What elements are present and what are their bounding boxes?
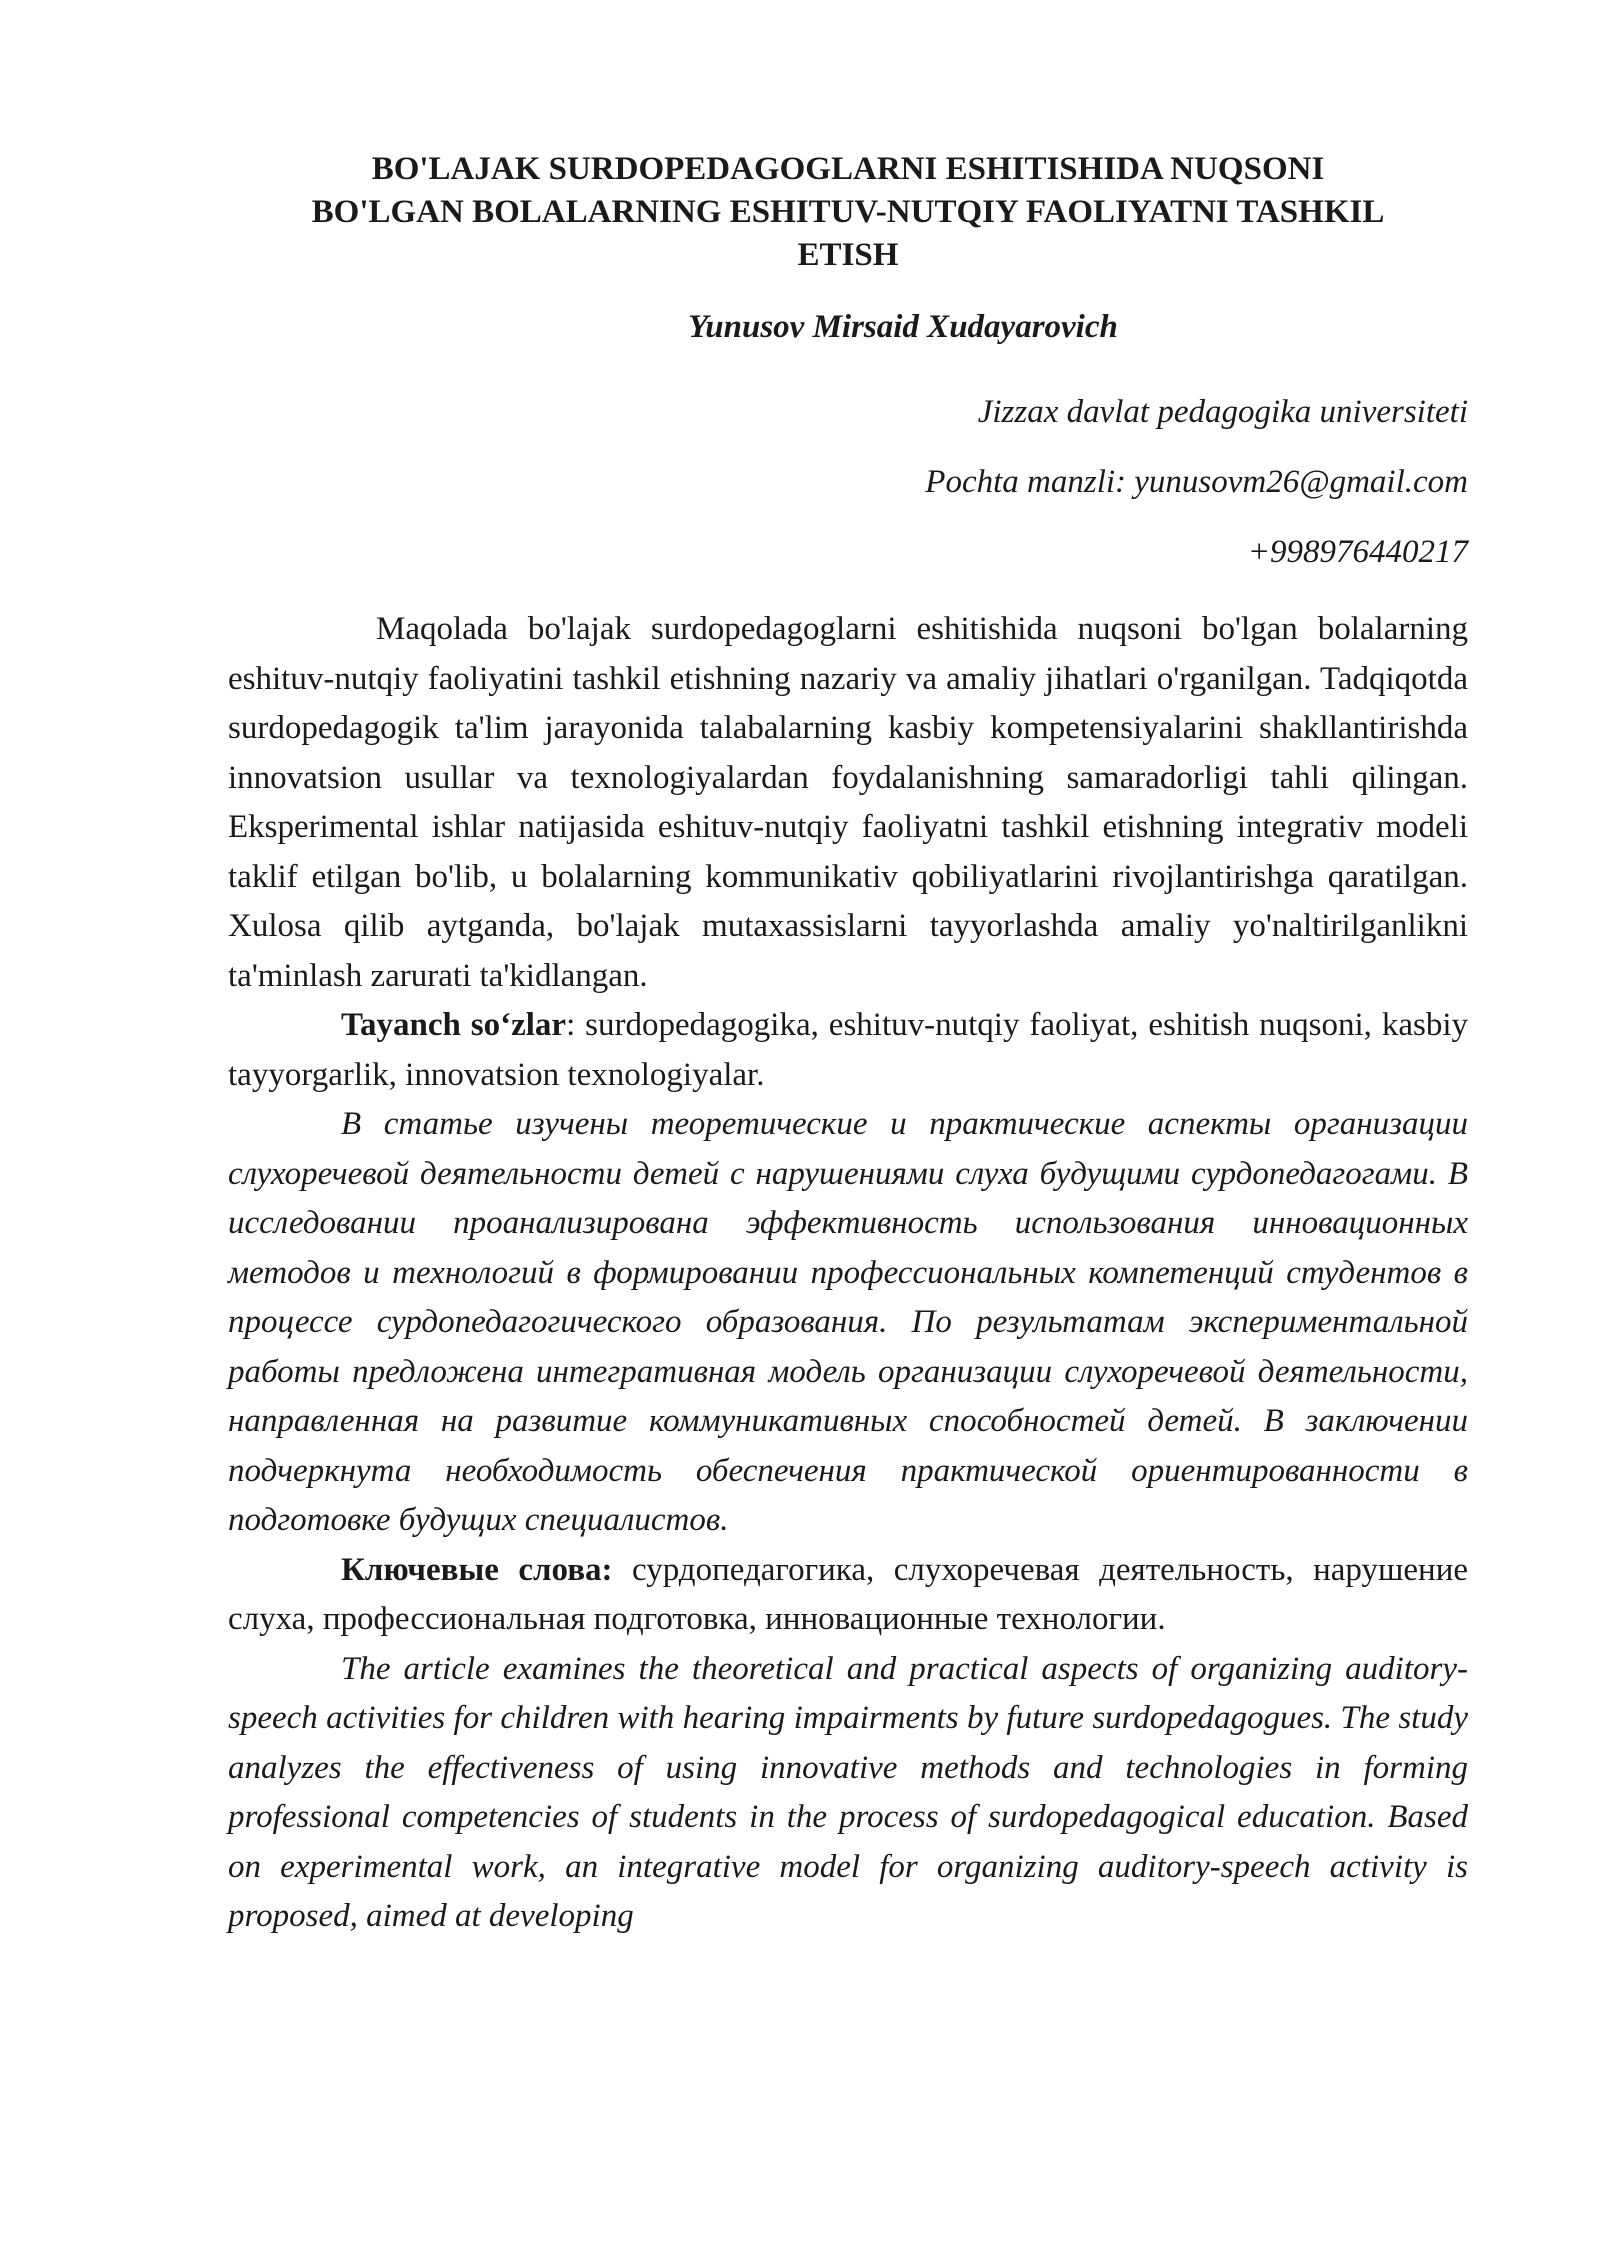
article-page — [228, 148, 1468, 1942]
abstract-english: The article examines the theoretical and practical aspects of organizing auditory-speech activities for children with hearing impairments by future surdopedagogues. The study analyzes the effectiveness of using innovative methods and technologies in forming professional competencies of students in the process of surdopedagogical education. Based on experimental work, an integrative model for organizing auditory-speech activity is proposed, aimed at developing — [228, 1650, 1468, 1934]
keywords-label: Tayanch so‘zlar — [341, 1007, 567, 1043]
title-line: ETISH — [797, 237, 899, 273]
author-name: Yunusov Mirsaid Xudayarovich — [688, 309, 1118, 345]
author-email: Pochta manzli: yunusovm26@gmail.com — [925, 464, 1468, 500]
title-line: BO'LAJAK SURDOPEDAGOGLARNI ESHITISHIDA NUQSONI — [371, 151, 1325, 187]
abstract-russian: В статье изучены теоретические и практические аспекты организации слухоречевой деятельности детей с нарушениями слуха будущими сурдопедагогами. В исследовании проанализирована эффективность использования инновационных методов и технологий в формировании профессиональных компетенций студентов в процессе сурдопедагогического образования. По результатам экспериментальной работы предложена интегративная модель организации слухоречевой деятельности, направленная на развитие коммуникативных способностей детей. В заключении подчеркнута необходимость обеспечения практической ориентированности в подготовке будущих специалистов. — [228, 1106, 1468, 1538]
keywords-russian — [228, 1546, 1468, 1645]
affiliation-block — [228, 377, 1468, 587]
keywords-text: : surdopedagogika, eshituv-nutqiy faoliyat, eshitish nuqsoni, kasbiy tayyorgarlik, innovatsion texnologiyalar. — [228, 1007, 1468, 1093]
keywords-label: Ключевые слова: — [341, 1551, 613, 1588]
author-phone: +998976440217 — [1247, 534, 1468, 570]
title-line: BO'LGAN BOLALARNING ESHITUV-NUTQIY FAOLIYATNI TASHKIL — [311, 194, 1385, 230]
keywords-uzbek — [228, 1001, 1468, 1100]
article-title — [228, 148, 1468, 277]
university-name: Jizzax davlat pedagogika universiteti — [977, 394, 1468, 430]
abstract-uzbek: Maqolada bo'lajak surdopedagoglarni eshitishida nuqsoni bo'lgan bolalarning eshituv-nutqiy faoliyatini tashkil etishning nazariy va amaliy jihatlari o'rganilgan. Tadqiqotda surdopedagogik ta'lim jarayonida talabalarning kasbiy kompetensiyalarini shakllantirishda innovatsion usullar va texnologiyalardan foydalanishning samaradorligi tahli qilingan. Eksperimental ishlar natijasida eshituv-nutqiy faoliyatni tashkil etishning integrativ modeli taklif etilgan bo'lib, u bolalarning kommunikativ qobiliyatlarini rivojlantirishga qaratilgan. Xulosa qilib aytganda, bo'lajak mutaxassislarni tayyorlashda amaliy yo'naltirilganlikni ta'minlash zarurati ta'kidlangan. — [228, 611, 1468, 994]
keywords-text: сурдопедагогика, слухоречевая деятельность, нарушение слуха, профессиональная подготовка, инновационные технологии. — [228, 1551, 1469, 1637]
